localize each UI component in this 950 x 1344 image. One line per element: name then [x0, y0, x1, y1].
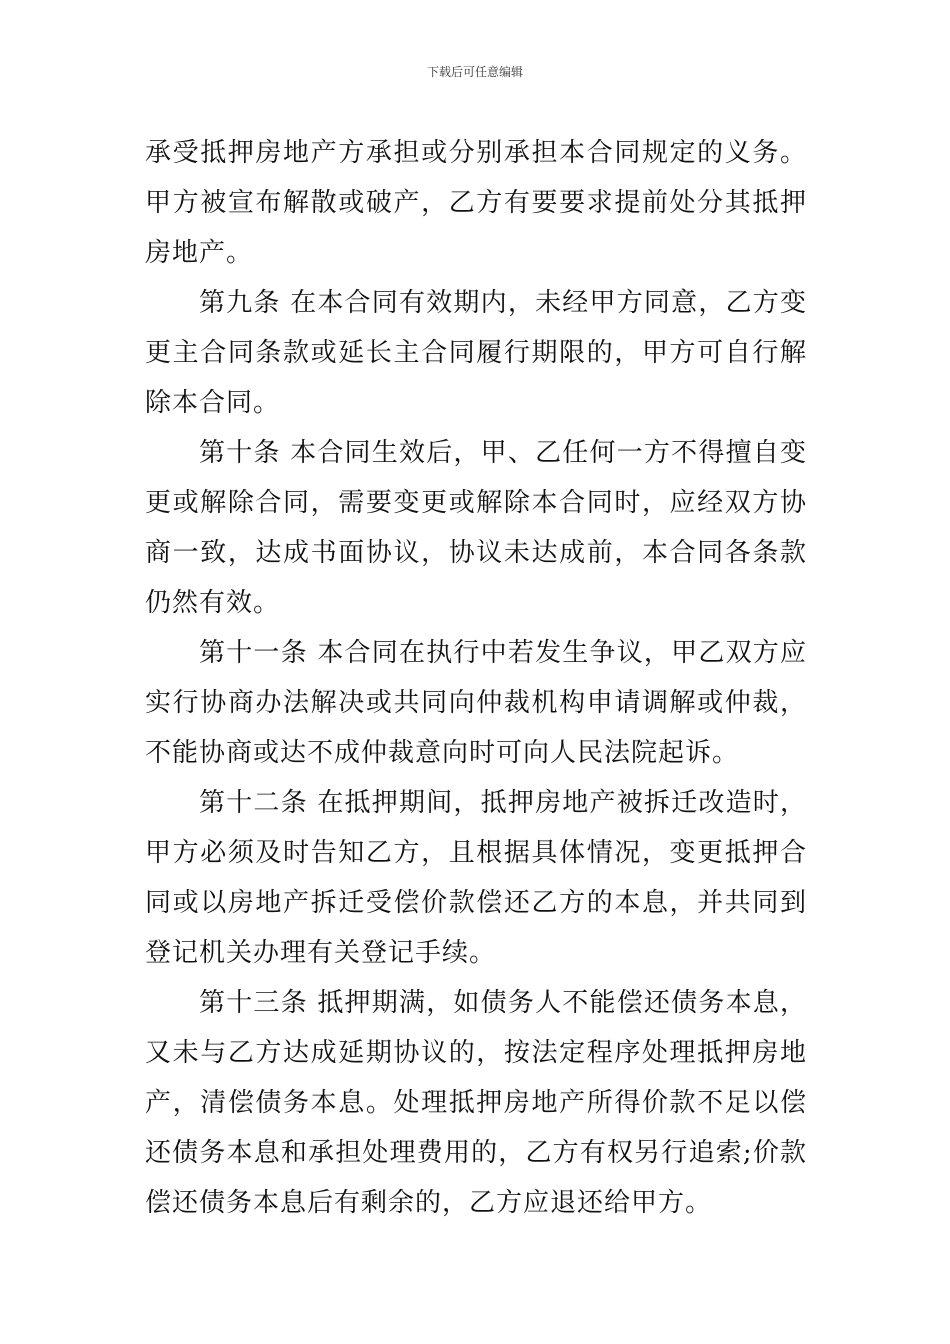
paragraph-article-11: 第十一条 本合同在执行中若发生争议，甲乙双方应实行协商办法解决或共同向仲裁机构申请调解或仲裁，不能协商或达不成仲裁意向时可向人民法院起诉。: [145, 638, 807, 768]
page-header: 下载后可任意编辑: [426, 65, 523, 79]
paragraph-article-10: 第十条 本合同生效后，甲、乙任何一方不得擅自变更或解除合同，需要变更或解除本合同时，应经双方协商一致，达成书面协议，协议未达成前，本合同各条款仍然有效。: [145, 438, 807, 618]
paragraph-continuation: 承受抵押房地产方承担或分别承担本合同规定的义务。甲方被宣布解散或破产，乙方有要要求提前处分其抵押房地产。: [145, 138, 807, 268]
paragraph-article-12: 第十二条 在抵押期间，抵押房地产被拆迁改造时，甲方必须及时告知乙方，且根据具体情况，变更抵押合同或以房地产拆迁受偿价款偿还乙方的本息，并共同到登记机关办理有关登记手续。: [145, 788, 807, 968]
paragraph-article-9: 第九条 在本合同有效期内，未经甲方同意，乙方变更主合同条款或延长主合同履行期限的，甲方可自行解除本合同。: [145, 288, 807, 418]
document-body: [145, 128, 807, 1228]
paragraph-article-13: 第十三条 抵押期满，如债务人不能偿还债务本息，又未与乙方达成延期协议的，按法定程序处理抵押房地产，清偿债务本息。处理抵押房地产所得价款不足以偿还债务本息和承担处理费用的，乙方有权另行追索;价款偿还债务本息后有剩余的，乙方应退还给甲方。: [145, 988, 807, 1218]
